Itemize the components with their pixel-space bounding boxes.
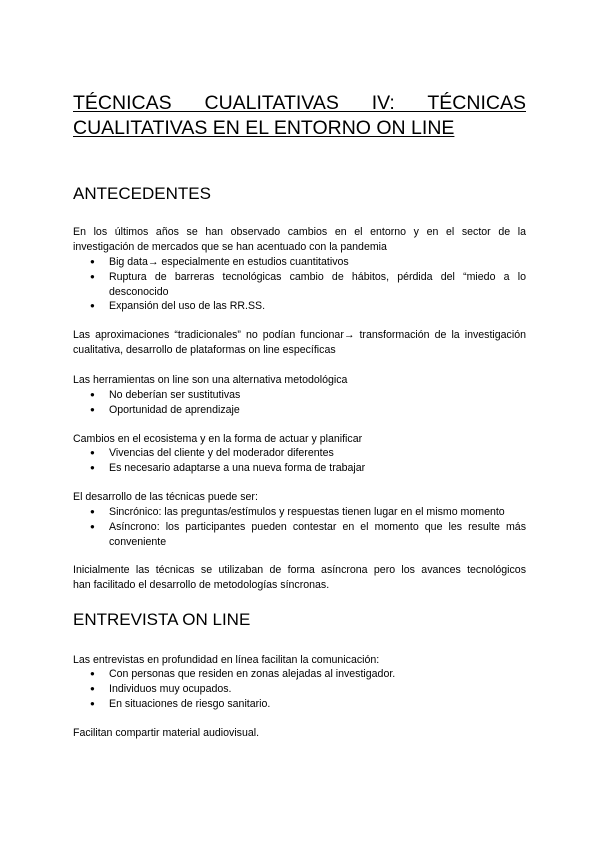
document-title	[73, 91, 526, 141]
antecedentes-paragraph-3: Las herramientas on line son una alternativa metodológica	[73, 374, 348, 386]
list-item	[73, 667, 526, 682]
paragraph-line: Las aproximaciones “tradicionales” no podían funcionar→ transformación de la investigación	[73, 329, 526, 341]
list-item-text: Con personas que residen en zonas alejadas al investigador.	[109, 668, 396, 680]
antecedentes-paragraph-4: Cambios en el ecosistema y en la forma de actuar y planificar	[73, 433, 363, 445]
antecedentes-bullet-list-4	[73, 446, 526, 476]
entrevista-intro-paragraph: Las entrevistas en profundidad en línea facilitan la comunicación:	[73, 654, 380, 666]
section-heading-entrevista: ENTREVISTA ON LINE	[73, 610, 251, 629]
list-item	[73, 697, 526, 712]
list-item	[73, 682, 526, 697]
list-item-text: Individuos muy ocupados.	[109, 682, 232, 695]
entrevista-closing-paragraph: Facilitan compartir material audiovisual.	[73, 727, 260, 739]
paragraph-line: En los últimos años se han observado cambios en el entorno y en el sector de la	[73, 226, 526, 238]
antecedentes-paragraph-5: El desarrollo de las técnicas puede ser:	[73, 491, 258, 503]
list-item-text: Oportunidad de aprendizaje	[109, 403, 240, 416]
list-item-text: Sincrónico: las preguntas/estímulos y respuestas tienen lugar en el mismo momento	[109, 506, 505, 518]
antecedentes-paragraph-2	[73, 328, 526, 358]
list-item	[73, 388, 526, 403]
list-item	[73, 255, 526, 270]
list-item	[73, 461, 526, 476]
list-item	[73, 403, 526, 418]
list-item-text: ● Asíncrono: los participantes pueden contestar en el momento que les resulte más	[109, 520, 526, 533]
antecedentes-intro-paragraph	[73, 225, 526, 255]
list-item-text-continuation: desconocido	[109, 285, 169, 298]
list-item	[73, 446, 526, 461]
paragraph-line: investigación de mercados que se han acentuado con la pandemia	[73, 240, 387, 253]
list-item-text: Big data→ especialmente en estudios cuantitativos	[109, 256, 349, 268]
paragraph-line: cualitativa, desarrollo de plataformas on line específicas	[73, 343, 336, 356]
document-title-line-2: CUALITATIVAS EN EL ENTORNO ON LINE	[73, 117, 455, 139]
list-item	[73, 299, 526, 314]
list-item	[73, 520, 526, 550]
list-item-text-continuation: conveniente	[109, 535, 167, 548]
list-item-text: En situaciones de riesgo sanitario.	[109, 697, 271, 710]
entrevista-bullet-list	[73, 667, 526, 711]
paragraph-line: han facilitado el desarrollo de metodologías síncronas.	[73, 578, 330, 591]
paragraph-line: Inicialmente las técnicas se utilizaban de forma asíncrona pero los avances tecnológicos	[73, 564, 526, 576]
antecedentes-paragraph-6	[73, 563, 526, 593]
antecedentes-bullet-list-3	[73, 388, 526, 418]
list-item	[73, 270, 526, 300]
list-item-text: No deberían ser sustitutivas	[109, 389, 241, 401]
antecedentes-bullet-list-1	[73, 255, 526, 314]
antecedentes-bullet-list-5	[73, 505, 526, 549]
list-item-text: Vivencias del cliente y del moderador diferentes	[109, 447, 334, 459]
section-heading-antecedentes: ANTECEDENTES	[73, 184, 211, 203]
list-item-text: Es necesario adaptarse a una nueva forma de trabajar	[109, 461, 366, 474]
document-title-line-1: TÉCNICAS CUALITATIVAS IV: TÉCNICAS	[73, 92, 526, 114]
list-item-text: Expansión del uso de las RR.SS.	[109, 300, 266, 313]
list-item-text: ● Ruptura de barreras tecnológicas cambio de hábitos, pérdida del “miedo a lo	[109, 270, 526, 283]
list-item	[73, 505, 526, 520]
